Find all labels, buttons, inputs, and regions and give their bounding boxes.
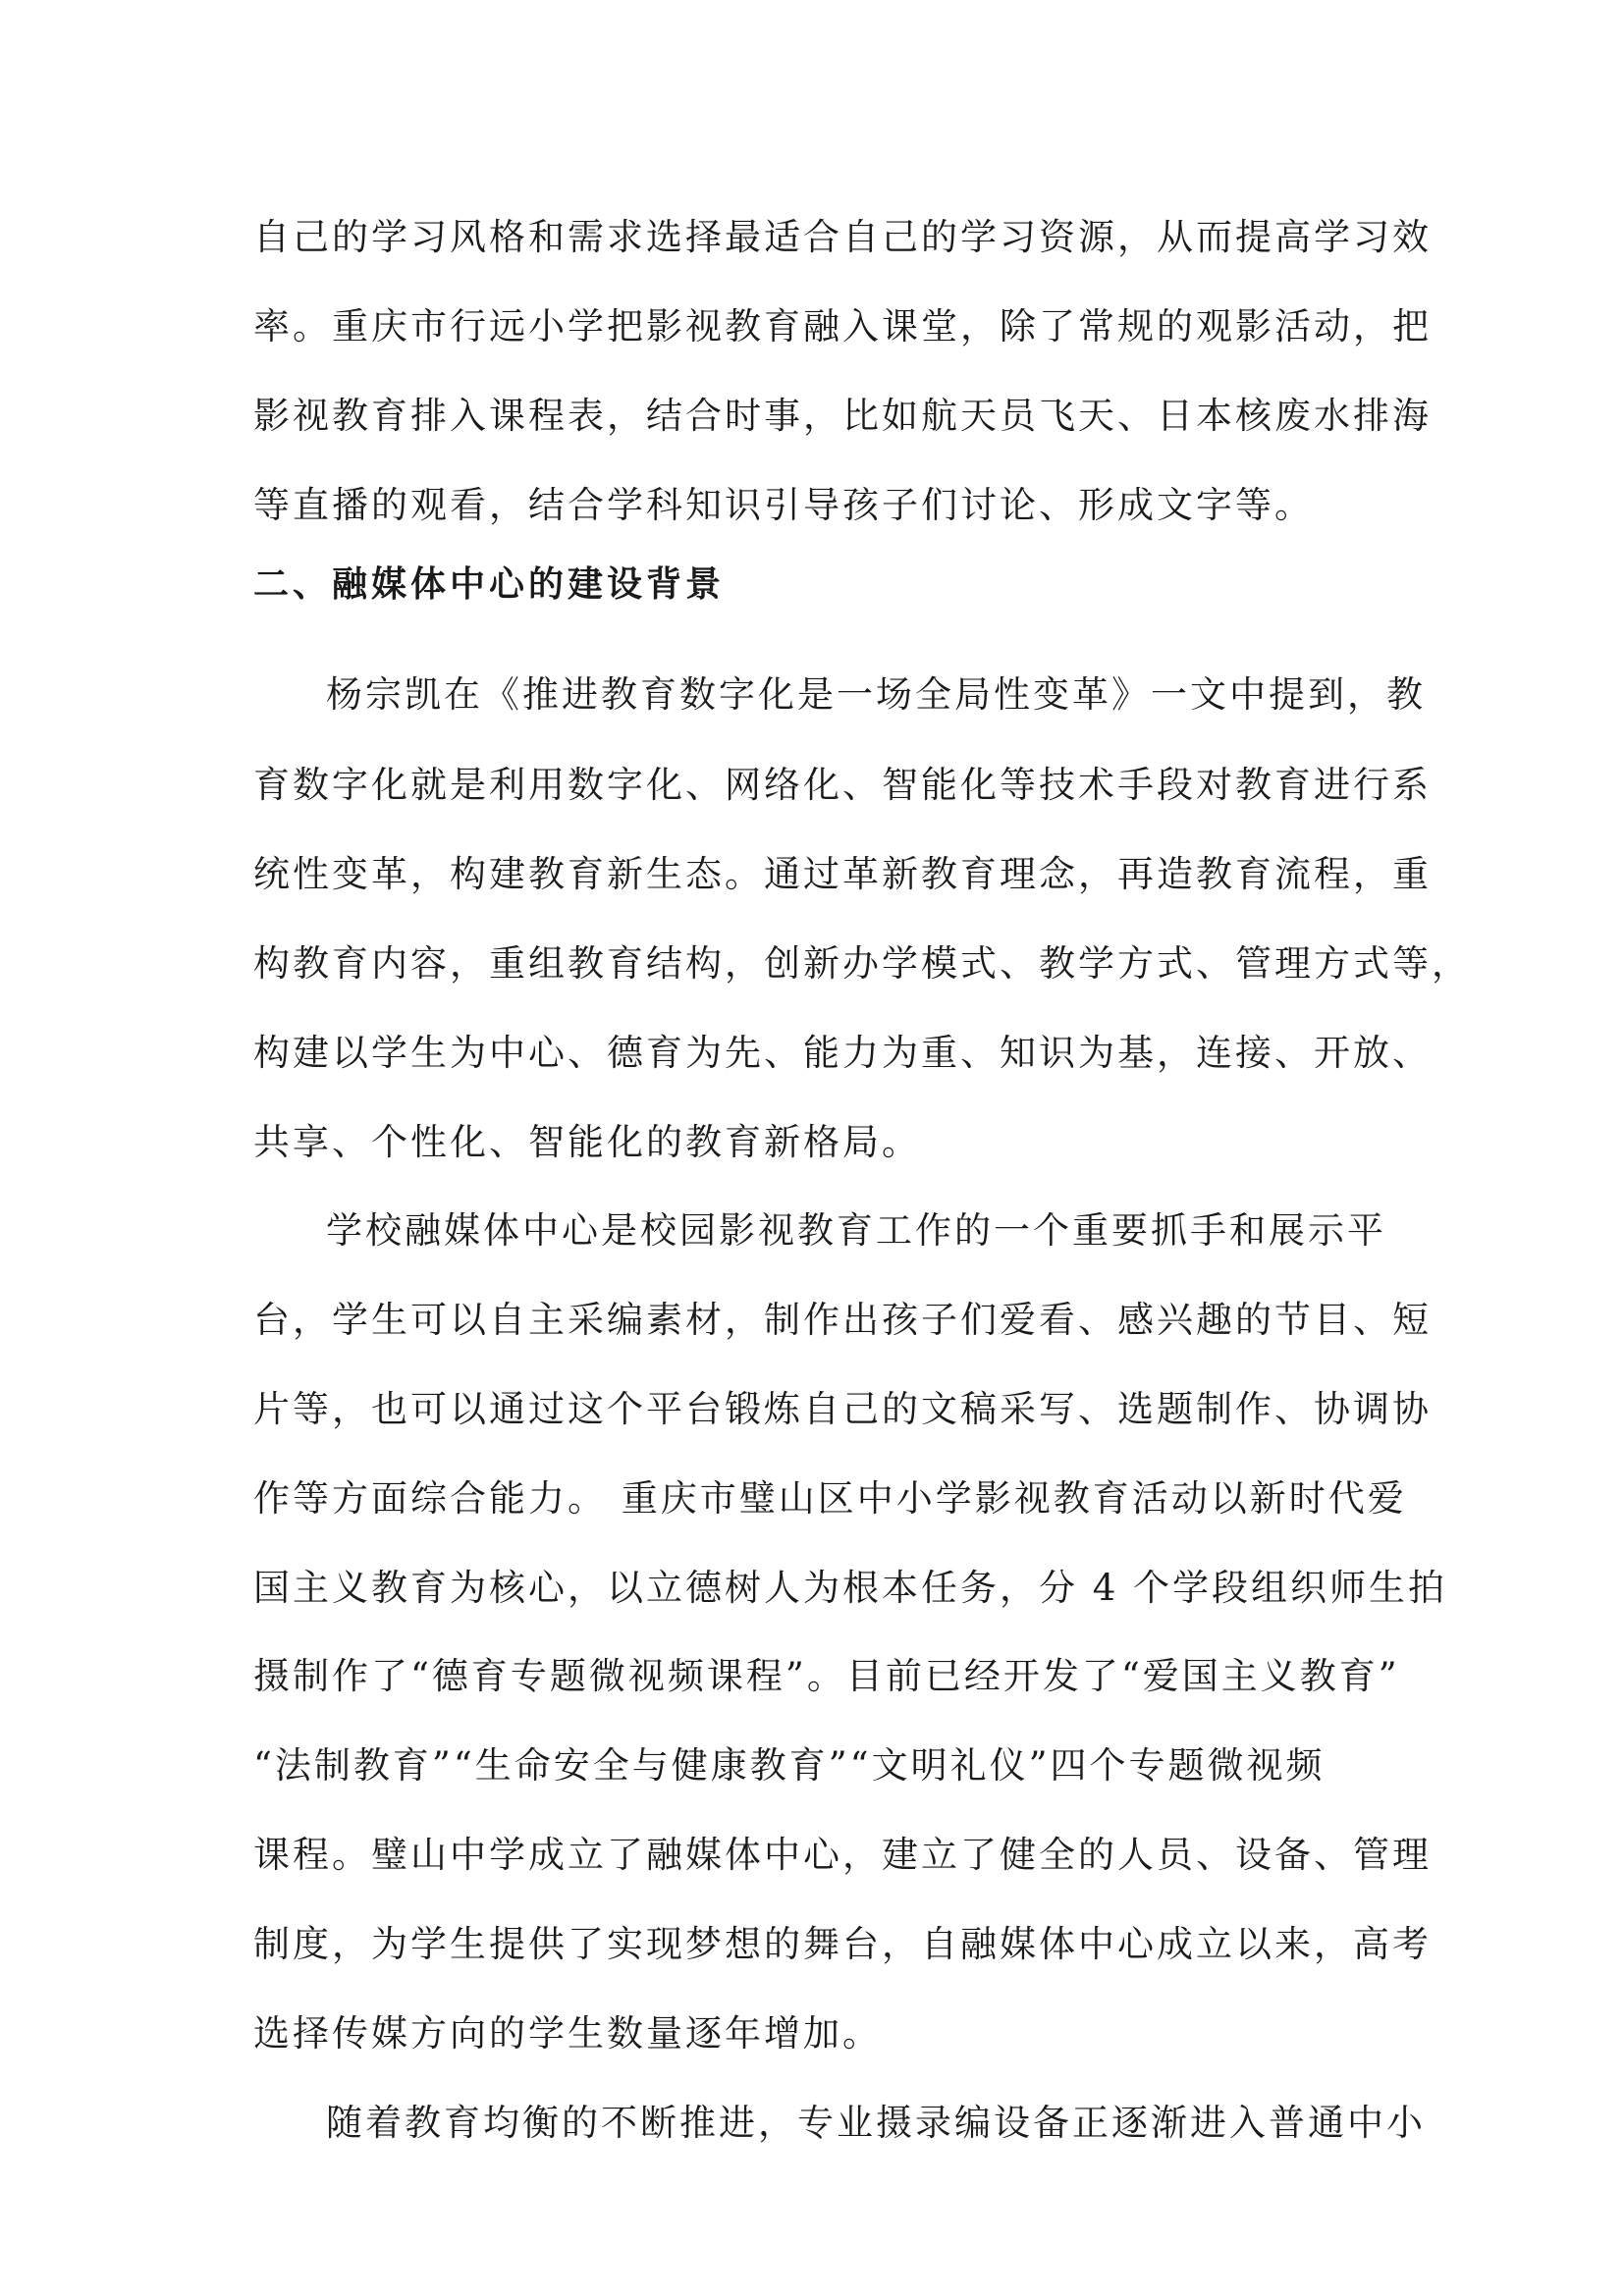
para2-line-5: 国主义教育为核心，以立德树人为根本任务，分 4 个学段组织师生拍 bbox=[253, 1567, 1448, 1609]
para1-line-4: 构教育内容，重组教育结构，创新办学模式、教学方式、管理方式等， bbox=[253, 942, 1471, 985]
para2-line-1: 学校融媒体中心是校园影视教育工作的一个重要抓手和展示平 bbox=[326, 1209, 1386, 1252]
para1-line-3: 统性变革，构建教育新生态。通过革新教育理念，再造教育流程，重 bbox=[253, 853, 1432, 895]
para1-line-2: 育数字化就是利用数字化、网络化、智能化等技术手段对教育进行系 bbox=[253, 764, 1432, 806]
para2-line-9: 制度，为学生提供了实现梦想的舞台，自融媒体中心成立以来，高考 bbox=[253, 1923, 1432, 1965]
para1-line-5: 构建以学生为中心、德育为先、能力为重、知识为基，连接、开放、 bbox=[253, 1032, 1432, 1074]
section-heading: 二、融媒体中心的建设背景 bbox=[253, 564, 726, 605]
para2-line-7: “法制教育”“生命安全与健康教育”“文明礼仪”四个专题微视频 bbox=[253, 1744, 1326, 1787]
para2-line-6: 摄制作了“德育专题微视频课程”。目前已经开发了“爱国主义教育” bbox=[253, 1655, 1400, 1697]
para2-line-2: 台，学生可以自主采编素材，制作出孩子们爱看、感兴趣的节目、短 bbox=[253, 1299, 1432, 1341]
para2-line-3: 片等，也可以通过这个平台锻炼自己的文稿采写、选题制作、协调协 bbox=[253, 1388, 1432, 1430]
para1-line-6: 共享、个性化、智能化的教育新格局。 bbox=[253, 1121, 921, 1163]
para2-line-8: 课程。璧山中学成立了融媒体中心，建立了健全的人员、设备、管理 bbox=[253, 1834, 1432, 1876]
intro-line-3: 影视教育排入课程表，结合时事，比如航天员飞天、日本核废水排海 bbox=[253, 395, 1432, 437]
para2-line-10: 选择传媒方向的学生数量逐年增加。 bbox=[253, 2012, 882, 2055]
para1-line-1: 杨宗凯在《推进教育数字化是一场全局性变革》一文中提到，教 bbox=[326, 673, 1426, 716]
intro-line-4: 等直播的观看，结合学科知识引导孩子们讨论、形成文字等。 bbox=[253, 484, 1314, 526]
para3-line-1: 随着教育均衡的不断推进，专业摄录编设备正逐渐进入普通中小 bbox=[326, 2102, 1426, 2144]
para2-line-4: 作等方面综合能力。 重庆市璧山区中小学影视教育活动以新时代爱 bbox=[253, 1477, 1407, 1520]
intro-line-2: 率。重庆市行远小学把影视教育融入课堂，除了常规的观影活动，把 bbox=[253, 305, 1432, 347]
intro-line-1: 自己的学习风格和需求选择最适合自己的学习资源，从而提高学习效 bbox=[253, 216, 1432, 258]
